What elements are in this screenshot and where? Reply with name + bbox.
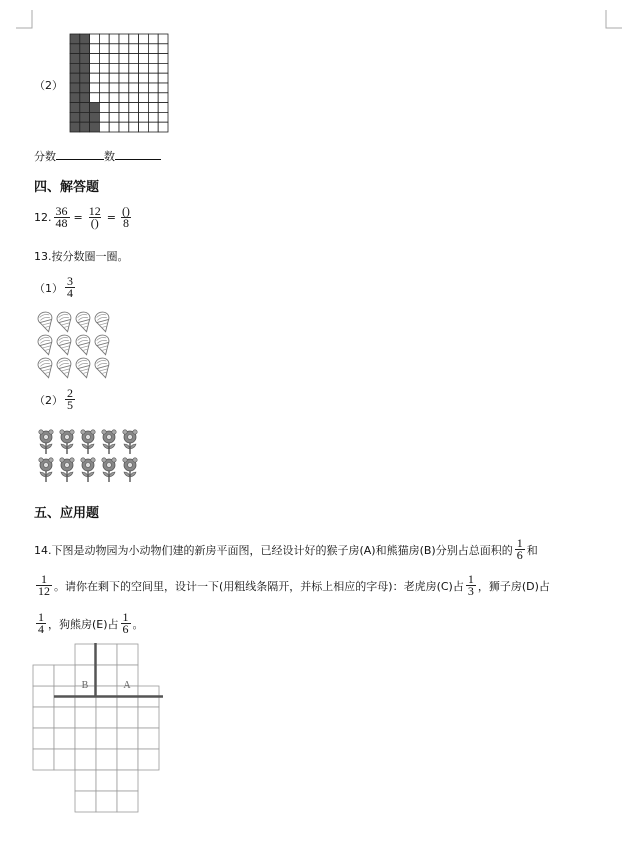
floor-cell (117, 749, 138, 770)
ice-cream-icon (75, 334, 94, 357)
q14-text-and: 和 (526, 543, 538, 557)
section-5-title: 五、应用题 (34, 506, 100, 521)
fraction-1-6: $\frac{1}{6}$ (516, 536, 523, 562)
grid-cell (119, 34, 129, 44)
flower-icon (39, 430, 53, 454)
floor-cell (138, 749, 159, 770)
flower-icon (81, 430, 95, 454)
grid-cell-shaded (80, 34, 90, 44)
grid-cell (158, 83, 168, 93)
grid-cell-shaded (70, 34, 80, 44)
floor-cell (96, 770, 117, 791)
grid-cell (158, 103, 168, 113)
q13-sub1-label: （1） (34, 281, 63, 295)
grid-cell (139, 44, 149, 54)
grid-cell (99, 44, 109, 54)
grid-cell (129, 83, 139, 93)
grid-cell (90, 83, 100, 93)
grid-cell (99, 122, 109, 132)
q14-text-1: 14.下图是动物园为小动物们建的新房平面图，已经设计好的猴子房(A)和熊猫房(B)分别占总面积的 (34, 543, 513, 557)
floor-cell (54, 728, 75, 749)
grid-cell (90, 34, 100, 44)
grid-cell (139, 34, 149, 44)
floor-cell (54, 707, 75, 728)
q11-answer-line (34, 148, 161, 164)
grid-cell (139, 73, 149, 83)
grid-cell (158, 73, 168, 83)
q12-number: 12. (34, 211, 52, 224)
floor-cell (96, 749, 117, 770)
floor-cell (138, 707, 159, 728)
grid-cell (119, 122, 129, 132)
grid-cell (109, 63, 119, 73)
grid-cell-shaded (70, 93, 80, 103)
grid-cell (158, 34, 168, 44)
floor-cell (75, 749, 96, 770)
grid-cell (139, 122, 149, 132)
grid-cell (109, 83, 119, 93)
fraction-1-6-b: $\frac{1}{6}$ (122, 610, 129, 636)
fraction-1-3: $\frac{1}{3}$ (467, 572, 474, 598)
ice-cream-icon (56, 334, 75, 357)
flower-icon (102, 430, 116, 454)
grid-cell (119, 93, 129, 103)
grid-cell (109, 112, 119, 122)
grid-cell (158, 112, 168, 122)
fraction-12-blank: $\frac{12}{()}$ (88, 204, 101, 230)
floor-cell (54, 665, 75, 686)
grid-cell (129, 34, 139, 44)
grid-cell (109, 73, 119, 83)
q14-text-2: 。请你在剩下的空间里，设计一下(用粗线条隔开，并标上相应的字母)：老虎房(C)占 (54, 579, 464, 593)
floor-cell (75, 728, 96, 749)
grid-cell (109, 44, 119, 54)
ice-cream-icon (94, 334, 113, 357)
grid-cell (139, 83, 149, 93)
grid-cell (129, 73, 139, 83)
grid-cell-shaded (90, 103, 100, 113)
floor-cell (96, 707, 117, 728)
grid-cell (139, 103, 149, 113)
grid-cell (109, 93, 119, 103)
grid-cell (129, 122, 139, 132)
room-label-a: A (123, 680, 131, 691)
room-label-b: B (81, 680, 89, 691)
grid-cell (148, 83, 158, 93)
ice-cream-icon (56, 357, 75, 380)
section-4-title: 四、解答题 (34, 180, 100, 195)
flower-icon (81, 458, 95, 482)
floor-cell (33, 728, 54, 749)
grid-cell (119, 103, 129, 113)
grid-cell (139, 63, 149, 73)
grid-cell (99, 112, 109, 122)
grid-cell (90, 44, 100, 54)
grid-cell (129, 103, 139, 113)
floor-cell (75, 770, 96, 791)
grid-cell (99, 73, 109, 83)
grid-cell (148, 122, 158, 132)
grid-cell (158, 63, 168, 73)
grid-cell-shaded (70, 73, 80, 83)
decimal-label: 数 (104, 150, 115, 163)
q14-text-5: 。 (132, 617, 144, 631)
ice-cream-icon (56, 311, 75, 334)
grid-cell-shaded (80, 54, 90, 64)
hundred-grid (70, 34, 170, 134)
grid-cell (119, 112, 129, 122)
fraction-blank-8: $\frac{()}{8}$ (121, 204, 130, 230)
grid-cell-shaded (80, 83, 90, 93)
grid-cell (158, 54, 168, 64)
floor-cell (96, 728, 117, 749)
grid-cell (90, 54, 100, 64)
fraction-label: 分数 (34, 150, 56, 163)
floor-cell (96, 644, 117, 665)
grid-cell-shaded (70, 103, 80, 113)
grid-cell (109, 34, 119, 44)
ice-cream-icon (75, 311, 94, 334)
floor-cell (75, 644, 96, 665)
grid-cell (109, 54, 119, 64)
q14-text-3: ，狮子房(D)占 (477, 579, 550, 593)
grid-cell (90, 63, 100, 73)
grid-cell (148, 73, 158, 83)
grid-cell (129, 44, 139, 54)
ice-cream-group (36, 310, 116, 382)
grid-cell-shaded (80, 63, 90, 73)
flower-icon (123, 430, 137, 454)
grid-cell (148, 103, 158, 113)
q14-text-4: ，狗熊房(E)占 (48, 617, 119, 631)
flower-icon (123, 458, 137, 482)
grid-cell (90, 93, 100, 103)
floor-cell (96, 791, 117, 812)
ice-cream-icon (37, 334, 56, 357)
floor-cell (117, 728, 138, 749)
fraction-blank[interactable] (56, 149, 104, 160)
grid-cell (90, 73, 100, 83)
grid-cell (158, 122, 168, 132)
grid-cell (99, 34, 109, 44)
zoo-floor-plan (32, 640, 192, 830)
floor-cell (117, 644, 138, 665)
floor-cell (33, 707, 54, 728)
grid-cell (99, 83, 109, 93)
fraction-1-12: $\frac{1}{12}$ (38, 572, 50, 598)
grid-cell (99, 103, 109, 113)
grid-cell (139, 54, 149, 64)
fraction-2-5: $\frac{2}{5}$ (67, 386, 73, 412)
q14-line2 (34, 574, 550, 597)
grid-cell-shaded (80, 103, 90, 113)
grid-cell (139, 93, 149, 103)
grid-cell (109, 122, 119, 132)
grid-cell (158, 44, 168, 54)
grid-cell-shaded (80, 73, 90, 83)
grid-cell (99, 63, 109, 73)
q13-sub2-label: （2） (34, 393, 63, 407)
ice-cream-icon (94, 357, 113, 380)
flower-icon (39, 458, 53, 482)
floor-cell (33, 665, 54, 686)
q11-sub2-label: （2） (34, 79, 63, 92)
grid-cell (119, 63, 129, 73)
grid-cell (148, 54, 158, 64)
ice-cream-icon (37, 311, 56, 334)
grid-cell-shaded (80, 44, 90, 54)
floor-cell (117, 791, 138, 812)
floor-cell (54, 749, 75, 770)
q14-line1 (34, 538, 538, 561)
decimal-blank[interactable] (115, 149, 161, 160)
fraction-3-4: $\frac{3}{4}$ (67, 274, 73, 300)
fraction-36-48: $\frac{36}{48}$ (55, 204, 68, 230)
grid-cell-shaded (70, 63, 80, 73)
flower-group (36, 428, 146, 488)
q13-sub1 (34, 276, 77, 299)
grid-cell (119, 73, 129, 83)
equals-sign: = (106, 211, 116, 224)
flower-icon (102, 458, 116, 482)
grid-cell-shaded (70, 54, 80, 64)
grid-cell-shaded (70, 112, 80, 122)
grid-cell (129, 93, 139, 103)
grid-cell (129, 112, 139, 122)
floor-cell (96, 665, 117, 686)
ice-cream-icon (37, 357, 56, 380)
grid-cell (148, 44, 158, 54)
grid-cell-shaded (80, 122, 90, 132)
flower-icon (60, 458, 74, 482)
grid-cell (148, 34, 158, 44)
q13-instruction: 13.按分数圈一圈。 (34, 250, 129, 263)
grid-cell (158, 93, 168, 103)
grid-cell (119, 83, 129, 93)
grid-cell-shaded (70, 83, 80, 93)
q14-line3 (34, 612, 144, 635)
grid-cell (99, 93, 109, 103)
grid-cell (129, 63, 139, 73)
floor-cell (33, 686, 54, 707)
grid-cell (99, 54, 109, 64)
floor-cell (75, 707, 96, 728)
floor-cell (33, 749, 54, 770)
grid-cell (148, 93, 158, 103)
grid-cell (148, 112, 158, 122)
fraction-1-4: $\frac{1}{4}$ (38, 610, 44, 636)
q13-sub2 (34, 388, 77, 411)
grid-cell-shaded (70, 44, 80, 54)
grid-cell (139, 112, 149, 122)
floor-cell (75, 791, 96, 812)
grid-cell-shaded (90, 112, 100, 122)
q12-equation (34, 206, 134, 229)
grid-cell-shaded (80, 93, 90, 103)
equals-sign: = (73, 211, 83, 224)
grid-cell-shaded (80, 112, 90, 122)
grid-cell-shaded (90, 122, 100, 132)
flower-icon (60, 430, 74, 454)
grid-cell (119, 44, 129, 54)
grid-cell-shaded (70, 122, 80, 132)
grid-cell (119, 54, 129, 64)
grid-cell (109, 103, 119, 113)
ice-cream-icon (94, 311, 113, 334)
grid-cell (148, 63, 158, 73)
ice-cream-icon (75, 357, 94, 380)
floor-cell (117, 707, 138, 728)
floor-cell (117, 770, 138, 791)
grid-cell (129, 54, 139, 64)
floor-cell (138, 728, 159, 749)
